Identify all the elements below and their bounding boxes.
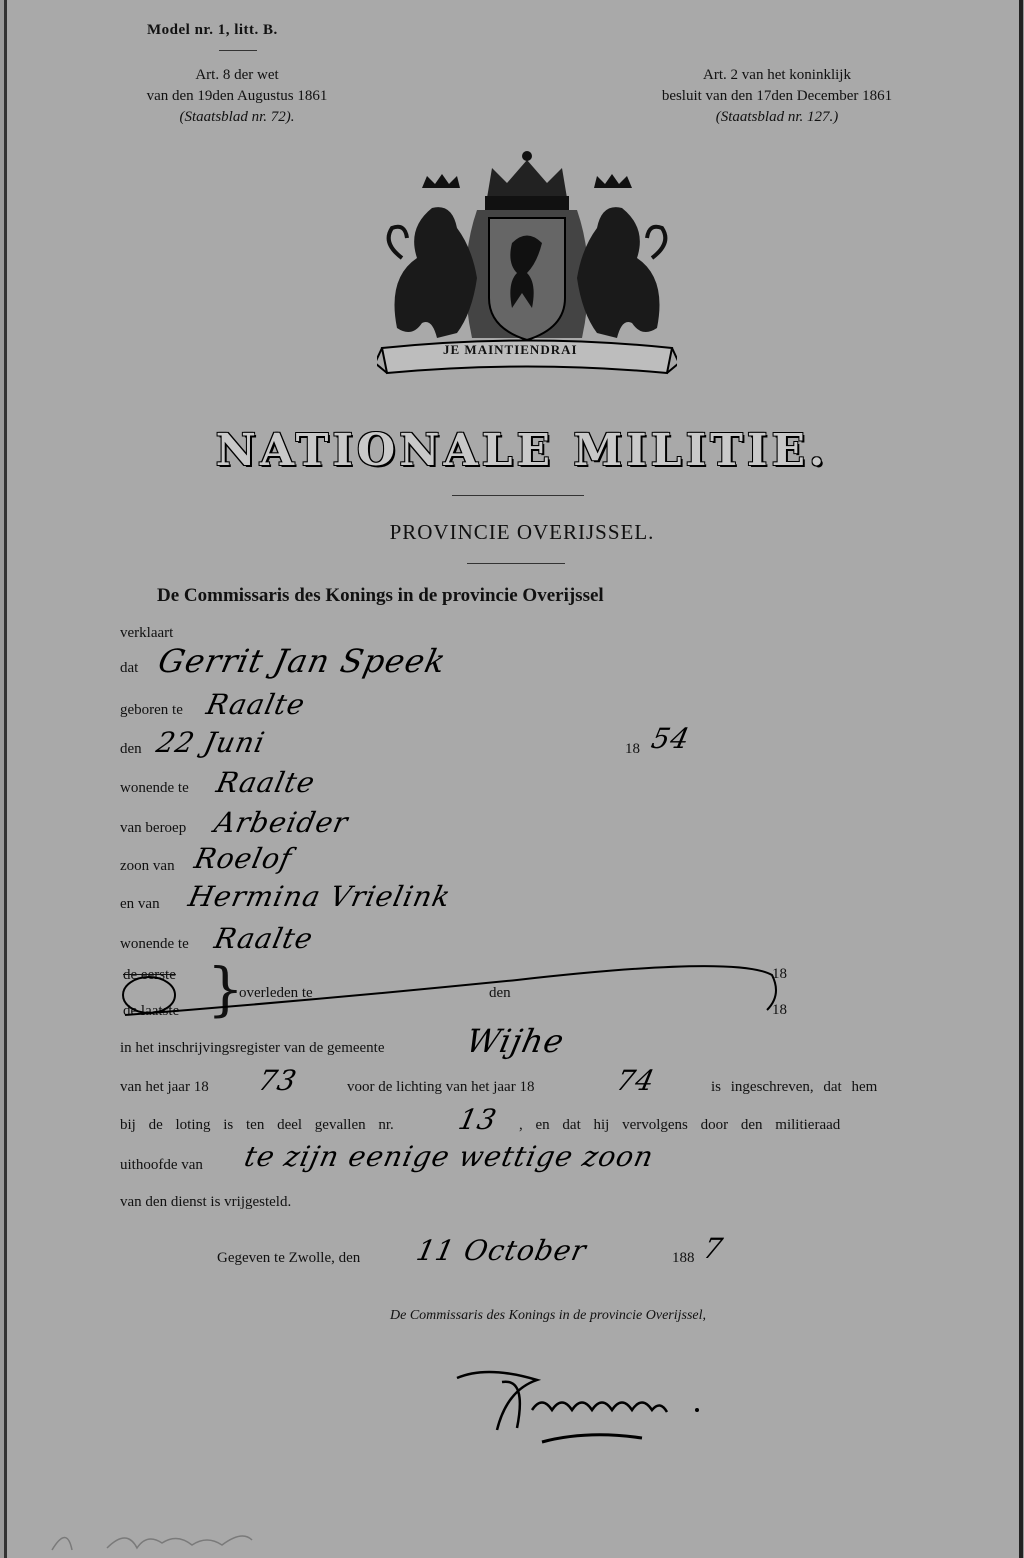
right-reference-line: (Staatsblad nr. 127.)	[715, 109, 839, 125]
left-reference-line: (Staatsblad nr. 72).	[179, 109, 295, 125]
right-reference	[627, 65, 927, 128]
certificate-page	[4, 0, 1023, 1558]
label-den-2: den	[489, 985, 511, 1001]
handwritten-birthplace: Raalte	[203, 688, 309, 721]
label-en-van: en van	[120, 896, 160, 912]
label-gegeven: Gegeven te Zwolle, den	[217, 1250, 361, 1266]
label-death-year-1: 18	[772, 966, 787, 982]
left-reference-line: van den 19den Augustus 1861	[146, 88, 328, 104]
pencil-note-mark	[47, 1520, 307, 1558]
brace-glyph: }	[207, 955, 244, 1023]
handwritten-name: Gerrit Jan Speek	[154, 642, 450, 680]
signature-image	[447, 1350, 717, 1450]
title-rule	[452, 495, 584, 496]
handwritten-register-year: 73	[255, 1064, 301, 1097]
label-den: den	[120, 741, 142, 757]
handwritten-birthdate: 22 Juni	[153, 726, 269, 759]
label-overleden-te: overleden te	[239, 985, 313, 1001]
right-reference-line: Art. 2 van het koninklijk	[703, 67, 851, 83]
left-reference	[107, 65, 367, 128]
handwritten-occupation: Arbeider	[211, 806, 352, 839]
register-line: in het inschrijvingsregister van de gemeente	[120, 1040, 385, 1056]
label-de-eerste: de eerste	[123, 967, 176, 983]
handwritten-mother: Hermina Vrielink	[185, 880, 455, 913]
motto: JE MAINTIENDRAI	[443, 342, 578, 357]
label-footer-year-prefix: 188	[672, 1250, 695, 1266]
label-zoon-van: zoon van	[120, 858, 175, 874]
label-wonende-te: wonende te	[120, 780, 189, 796]
left-reference-line: Art. 8 der wet	[195, 67, 279, 83]
handwritten-lichting-year: 74	[613, 1064, 659, 1097]
handwritten-reason: te zijn eenige wettige zoon	[241, 1140, 657, 1173]
signature-title: De Commissaris des Konings in de provincie Overijssel,	[390, 1308, 707, 1323]
handwritten-residence: Raalte	[213, 766, 319, 799]
label-van-beroep: van beroep	[120, 820, 187, 836]
handwritten-birthyear: 54	[648, 722, 694, 755]
strike-through-flourish	[117, 955, 787, 1025]
label-voor-lichting: voor de lichting van het jaar 18	[347, 1079, 535, 1095]
label-dienst: van den dienst is vrijgesteld.	[120, 1194, 292, 1210]
label-geboren-te: geboren te	[120, 702, 183, 718]
right-reference-line: besluit van den 17den December 1861	[661, 88, 893, 104]
label-militieraad: , en dat hij vervolgens door den militieraad	[519, 1117, 841, 1133]
handwritten-lot-number: 13	[455, 1103, 501, 1136]
handwritten-date: 11 October	[413, 1234, 590, 1267]
label-uithoofde: uithoofde van	[120, 1157, 203, 1173]
model-number: Model nr. 1, litt. B.	[147, 22, 278, 38]
province-rule	[467, 563, 565, 564]
label-van-het-jaar: van het jaar 18	[120, 1079, 209, 1095]
label-ingeschreven: is ingeschreven, dat hem	[711, 1079, 878, 1095]
header-rule	[219, 50, 257, 51]
handwritten-municipality: Wijhe	[462, 1022, 569, 1060]
document-title: NATIONALE MILITIE.	[215, 425, 829, 476]
handwritten-father: Roelof	[191, 842, 296, 875]
label-de-laatste: de laatste	[123, 1003, 180, 1019]
commissioner-intro: De Commissaris des Konings in de provincie Overijssel	[157, 585, 604, 606]
label-death-year-2: 18	[772, 1002, 787, 1018]
label-loting: bij de loting is ten deel gevallen nr.	[120, 1117, 394, 1133]
handwritten-footer-year: 7	[700, 1232, 727, 1265]
province-heading: PROVINCIE OVERIJSSEL.	[389, 520, 655, 544]
label-verklaart: verklaart	[120, 625, 174, 641]
label-wonende-te-2: wonende te	[120, 936, 189, 952]
handwritten-parents-residence: Raalte	[211, 922, 317, 955]
label-year-prefix: 18	[625, 741, 640, 757]
label-dat: dat	[120, 660, 139, 676]
